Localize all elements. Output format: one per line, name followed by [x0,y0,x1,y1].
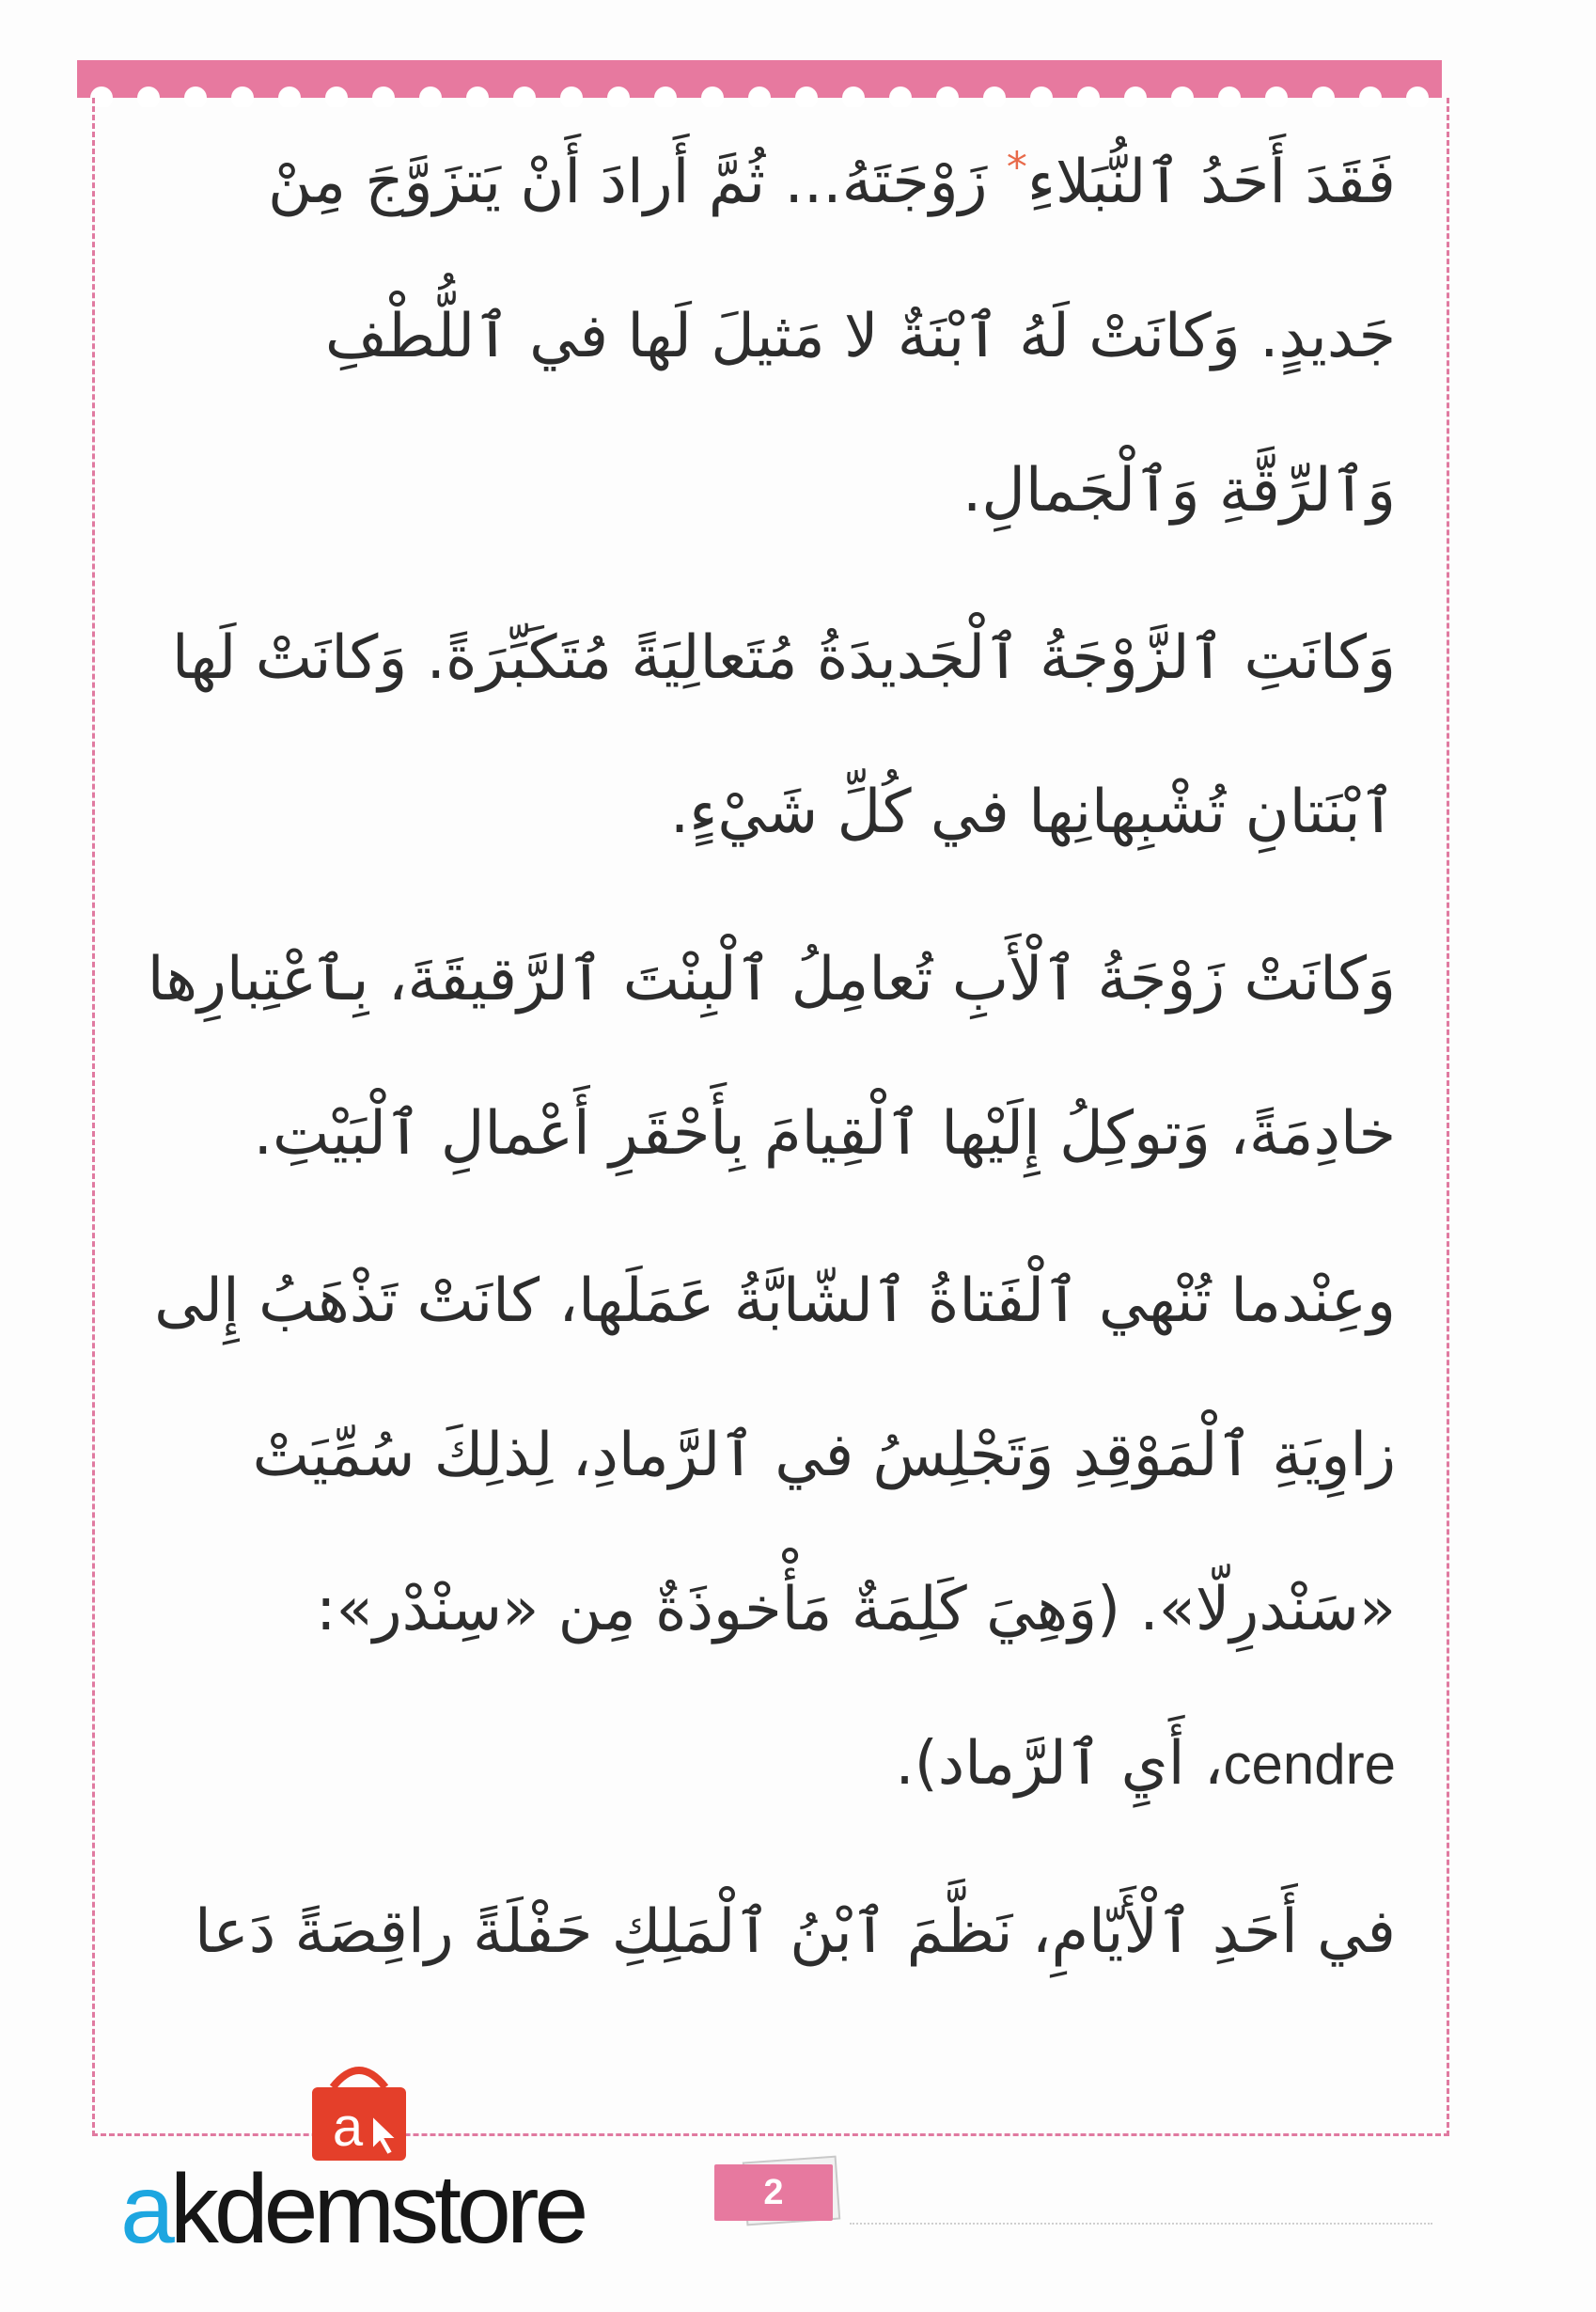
page-number: 2 [714,2164,833,2221]
paragraph-3: وَكانَتْ زَوْجَةُ ٱلْأَبِ تُعامِلُ ٱلْبِنْتَ ٱلرَّقيقَةَ، بِٱعْتِبارِها خادِمَةً، وَتوكِلُ إِلَيْها ٱلْقِيامَ بِأَحْقَرِ أَعْمالِ ٱلْبَيْتِ. [147,945,1396,1169]
logo-accent-letter: a [120,2155,170,2264]
store-logo[interactable] [120,2059,609,2266]
shopping-bag-cursor-icon [306,2059,412,2164]
paragraph-4-start: وعِنْدما تُنْهي ٱلْفَتاةُ ٱلشّابَّةُ عَمَلَها، كانَتْ تَذْهَبُ إِلى زاوِيَةِ ٱلْمَوْقِدِ وَتَجْلِسُ في ٱلرَّمادِ، لِذلِكَ سُمِّيَتْ «سَنْدرِلّا». (وَهِيَ كَلِمَةٌ مَأْخوذَةٌ مِن «سِنْدْر»: [154,1266,1396,1644]
paragraph-1-start: فَقَدَ أَحَدُ ٱلنُّبَلاءِ [1026,148,1396,217]
footnote-star: * [1006,143,1027,192]
paragraph-1 [132,105,1396,568]
bag-letter: a [332,2097,364,2158]
paragraph-4-end: ، أَيِ ٱلرَّماد). [895,1729,1224,1799]
paragraph-4 [132,1224,1396,1842]
french-word: cendre [1223,1733,1396,1796]
story-text [132,105,1396,2022]
logo-rest: kdemstore [169,2155,585,2264]
paragraph-1-rest: زَوْجَتَهُ... ثُمَّ أَرادَ أَنْ يَتزَوَّجَ مِنْ جَديدٍ. وَكانَتْ لَهُ ٱبْنَةٌ لا مَثيلَ لَها في ٱللُّطْفِ وَٱلرِّقَّةِ وَٱلْجَمالِ. [268,148,1396,526]
paragraph-2: وَكانَتِ ٱلزَّوْجَةُ ٱلْجَديدَةُ مُتَعالِيَةً مُتَكَبِّرَةً. وَكانَتْ لَها ٱبْنَتانِ تُشْبِهانِها في كُلِّ شَيْءٍ. [171,623,1396,847]
bottom-dotted-rule [850,2223,1432,2225]
logo-wordmark [120,2155,585,2264]
paragraph-5: في أَحَدِ ٱلْأَيّامِ، نَظَّمَ ٱبْنُ ٱلْمَلِكِ حَفْلَةً راقِصَةً دَعا [195,1897,1396,1967]
